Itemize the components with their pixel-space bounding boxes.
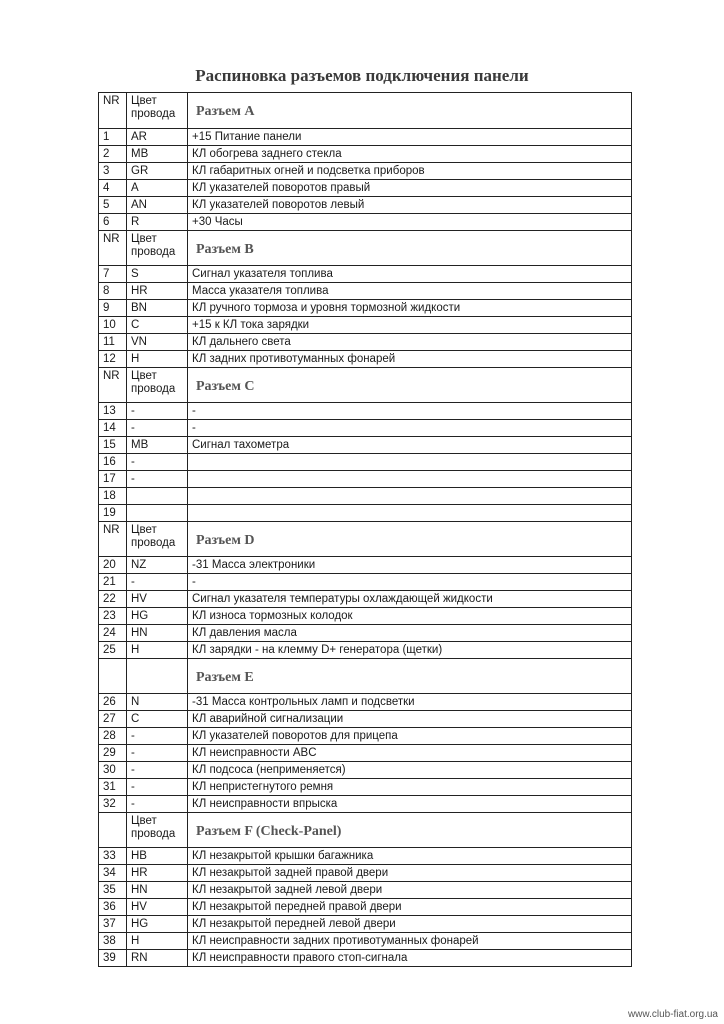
pinout-table xyxy=(98,92,632,967)
header-wire-color: Цвет провода xyxy=(127,813,188,847)
pin-number: 25 xyxy=(99,642,127,658)
pin-number: 34 xyxy=(99,865,127,881)
pin-number: 38 xyxy=(99,933,127,949)
wire-color: C xyxy=(127,711,188,727)
table-row xyxy=(99,590,631,607)
table-row xyxy=(99,179,631,196)
pin-description: КЛ указателей поворотов левый xyxy=(192,199,365,211)
table-row xyxy=(99,915,631,932)
pin-description xyxy=(188,505,631,521)
pin-description: - xyxy=(192,422,196,434)
table-row xyxy=(99,932,631,949)
pin-number: 16 xyxy=(99,454,127,470)
pin-description xyxy=(188,471,631,487)
table-row xyxy=(99,847,631,864)
header-nr: NR xyxy=(99,522,127,556)
table-row xyxy=(99,162,631,179)
pin-description: - xyxy=(192,576,196,588)
wire-color: S xyxy=(127,266,188,282)
header-nr xyxy=(99,813,127,847)
header-wire-color: Цвет провода xyxy=(127,231,188,265)
header-nr: NR xyxy=(99,368,127,402)
pin-description: Сигнал указателя топлива xyxy=(192,268,333,280)
pin-description xyxy=(188,454,631,470)
connector-title: Разъем F (Check-Panel) xyxy=(196,824,342,839)
pin-number: 12 xyxy=(99,351,127,367)
wire-color: - xyxy=(127,403,188,419)
pin-number: 9 xyxy=(99,300,127,316)
connector-header-row xyxy=(99,658,631,693)
watermark: www.club-fiat.org.ua xyxy=(627,1009,718,1020)
pin-description: КЛ неисправности задних противотуманных фонарей xyxy=(192,935,479,947)
table-row xyxy=(99,350,631,367)
wire-color: - xyxy=(127,454,188,470)
table-row xyxy=(99,299,631,316)
wire-color: H xyxy=(127,933,188,949)
pin-number: 33 xyxy=(99,848,127,864)
pin-description: +15 к КЛ тока зарядки xyxy=(192,319,310,331)
table-row xyxy=(99,795,631,812)
wire-color: R xyxy=(127,214,188,230)
wire-color: NZ xyxy=(127,557,188,573)
pin-number: 26 xyxy=(99,694,127,710)
pin-number: 2 xyxy=(99,146,127,162)
header-wire-color: Цвет провода xyxy=(127,522,188,556)
pin-number: 17 xyxy=(99,471,127,487)
wire-color: - xyxy=(127,762,188,778)
pin-number: 3 xyxy=(99,163,127,179)
pin-description: КЛ аварийной сигнализации xyxy=(192,713,344,725)
pin-description: Сигнал указателя температуры охлаждающей жидкости xyxy=(192,593,493,605)
wire-color: HN xyxy=(127,625,188,641)
pin-description: КЛ ручного тормоза и уровня тормозной жидкости xyxy=(192,302,461,314)
wire-color: - xyxy=(127,574,188,590)
wire-color: HV xyxy=(127,591,188,607)
table-row xyxy=(99,196,631,213)
pin-number: 20 xyxy=(99,557,127,573)
pin-description: КЛ обогрева заднего стекла xyxy=(192,148,342,160)
pin-number: 23 xyxy=(99,608,127,624)
table-row xyxy=(99,898,631,915)
wire-color: HG xyxy=(127,916,188,932)
pin-description: КЛ подсоса (неприменяется) xyxy=(192,764,346,776)
wire-color: - xyxy=(127,471,188,487)
pin-number: 29 xyxy=(99,745,127,761)
pin-description: КЛ указателей поворотов для прицепа xyxy=(192,730,398,742)
wire-color xyxy=(127,505,188,521)
connector-title: Разъем E xyxy=(196,670,254,685)
table-row xyxy=(99,128,631,145)
page-title: Распиновка разъемов подключения панели xyxy=(195,66,529,85)
pin-number: 1 xyxy=(99,129,127,145)
pin-description: - xyxy=(192,405,196,417)
pin-description: КЛ незакрытой крышки багажника xyxy=(192,850,374,862)
table-row xyxy=(99,213,631,230)
pin-number: 11 xyxy=(99,334,127,350)
pin-description: КЛ дальнего света xyxy=(192,336,291,348)
table-row xyxy=(99,504,631,521)
pin-number: 24 xyxy=(99,625,127,641)
pin-number: 32 xyxy=(99,796,127,812)
connector-header-row xyxy=(99,812,631,847)
table-row xyxy=(99,727,631,744)
wire-color: - xyxy=(127,728,188,744)
pin-number: 10 xyxy=(99,317,127,333)
table-row xyxy=(99,265,631,282)
header-nr: NR xyxy=(99,231,127,265)
pin-description: -31 Масса контрольных ламп и подсветки xyxy=(192,696,415,708)
table-row xyxy=(99,710,631,727)
connector-title: Разъем D xyxy=(196,533,255,548)
pin-description: Сигнал тахометра xyxy=(192,439,290,451)
connector-title: Разъем A xyxy=(196,104,255,119)
pin-description: КЛ незакрытой передней левой двери xyxy=(192,918,396,930)
pin-number: 18 xyxy=(99,488,127,504)
wire-color: HR xyxy=(127,283,188,299)
pin-number: 8 xyxy=(99,283,127,299)
header-wire-color: Цвет провода xyxy=(127,368,188,402)
pin-number: 27 xyxy=(99,711,127,727)
pin-description: КЛ неисправности впрыска xyxy=(192,798,338,810)
pin-description: КЛ износа тормозных колодок xyxy=(192,610,353,622)
pin-number: 39 xyxy=(99,950,127,966)
wire-color: HB xyxy=(127,848,188,864)
pin-description: КЛ зарядки - на клемму D+ генератора (щетки) xyxy=(192,644,443,656)
pin-number: 6 xyxy=(99,214,127,230)
pin-description: КЛ давления масла xyxy=(192,627,297,639)
pin-number: 28 xyxy=(99,728,127,744)
pin-description: КЛ указателей поворотов правый xyxy=(192,182,371,194)
wire-color: VN xyxy=(127,334,188,350)
table-row xyxy=(99,282,631,299)
table-row xyxy=(99,145,631,162)
wire-color: H xyxy=(127,351,188,367)
pin-description: КЛ незакрытой задней левой двери xyxy=(192,884,383,896)
wire-color: C xyxy=(127,317,188,333)
pin-description: КЛ незакрытой задней правой двери xyxy=(192,867,389,879)
pin-number: 31 xyxy=(99,779,127,795)
table-row xyxy=(99,436,631,453)
table-row xyxy=(99,419,631,436)
table-row xyxy=(99,607,631,624)
wire-color: GR xyxy=(127,163,188,179)
pin-description: +30 Часы xyxy=(192,216,243,228)
pin-description: КЛ неисправности правого стоп-сигнала xyxy=(192,952,408,964)
pin-number: 14 xyxy=(99,420,127,436)
pin-description: КЛ незакрытой передней правой двери xyxy=(192,901,402,913)
table-row xyxy=(99,744,631,761)
connector-header-row xyxy=(99,230,631,265)
pin-number: 13 xyxy=(99,403,127,419)
connector-header-row xyxy=(99,367,631,402)
pin-number: 21 xyxy=(99,574,127,590)
table-row xyxy=(99,624,631,641)
table-row xyxy=(99,402,631,419)
table-row xyxy=(99,573,631,590)
wire-color: MB xyxy=(127,437,188,453)
table-row xyxy=(99,778,631,795)
table-row xyxy=(99,487,631,504)
wire-color: MB xyxy=(127,146,188,162)
header-nr xyxy=(99,659,127,693)
pin-number: 22 xyxy=(99,591,127,607)
wire-color: - xyxy=(127,796,188,812)
table-row xyxy=(99,641,631,658)
pin-description: -31 Масса электроники xyxy=(192,559,316,571)
header-wire-color xyxy=(127,659,188,693)
connector-title: Разъем C xyxy=(196,379,255,394)
pin-number: 4 xyxy=(99,180,127,196)
pin-description: КЛ задних противотуманных фонарей xyxy=(192,353,396,365)
header-wire-color: Цвет провода xyxy=(127,93,188,128)
table-row xyxy=(99,556,631,573)
table-row xyxy=(99,453,631,470)
wire-color: HV xyxy=(127,899,188,915)
pin-number: 37 xyxy=(99,916,127,932)
table-row xyxy=(99,949,631,966)
pin-number: 7 xyxy=(99,266,127,282)
table-row xyxy=(99,881,631,898)
pin-number: 36 xyxy=(99,899,127,915)
wire-color: BN xyxy=(127,300,188,316)
pin-number: 35 xyxy=(99,882,127,898)
pin-description: +15 Питание панели xyxy=(192,131,302,143)
pin-number: 15 xyxy=(99,437,127,453)
table-row xyxy=(99,316,631,333)
wire-color: A xyxy=(127,180,188,196)
wire-color: RN xyxy=(127,950,188,966)
connector-header-row xyxy=(99,93,631,128)
wire-color: - xyxy=(127,779,188,795)
table-row xyxy=(99,693,631,710)
pin-description xyxy=(188,488,631,504)
wire-color: - xyxy=(127,420,188,436)
table-row xyxy=(99,333,631,350)
wire-color: HG xyxy=(127,608,188,624)
wire-color: - xyxy=(127,745,188,761)
pin-number: 5 xyxy=(99,197,127,213)
wire-color: HN xyxy=(127,882,188,898)
wire-color: AN xyxy=(127,197,188,213)
header-nr: NR xyxy=(99,93,127,128)
pin-number: 30 xyxy=(99,762,127,778)
table-row xyxy=(99,864,631,881)
wire-color xyxy=(127,488,188,504)
pin-number: 19 xyxy=(99,505,127,521)
wire-color: N xyxy=(127,694,188,710)
table-row xyxy=(99,470,631,487)
connector-title: Разъем B xyxy=(196,242,254,257)
wire-color: HR xyxy=(127,865,188,881)
wire-color: AR xyxy=(127,129,188,145)
pin-description: КЛ габаритных огней и подсветка приборов xyxy=(192,165,425,177)
table-row xyxy=(99,761,631,778)
connector-header-row xyxy=(99,521,631,556)
pin-description: КЛ неисправности ABC xyxy=(192,747,317,759)
pin-description: КЛ непристегнутого ремня xyxy=(192,781,334,793)
wire-color: H xyxy=(127,642,188,658)
pin-description: Масса указателя топлива xyxy=(192,285,329,297)
